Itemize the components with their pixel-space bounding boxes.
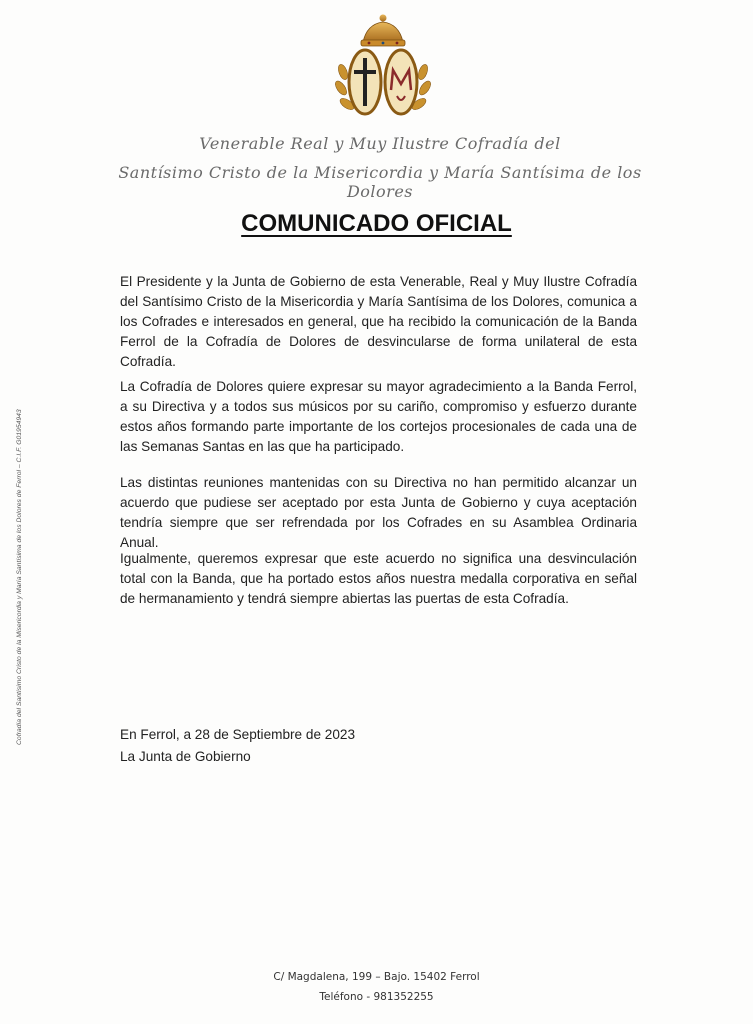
side-note: Cofradía del Santísimo Cristo de la Misericordia y María Santísima de los Dolores de Ferrol – C.I.F. G01954943 xyxy=(16,409,23,745)
paragraph-1: El Presidente y la Junta de Gobierno de esta Venerable, Real y Muy Ilustre Cofradía del Santísimo Cristo de la Misericordia y María Santísima de los Dolores, comunica a los Cofrades e interesados en general, que ha recibido la comunicación de la Banda Ferrol de la Cofradía de Dolores de desvincularse de forma unilateral de esta Cofradía. xyxy=(120,274,637,369)
paragraph-3: Las distintas reuniones mantenidas con su Directiva no han permitido alcanzar un acuerdo que pudiese ser aceptado por esta Junta de Gobierno y cuya aceptación tendría siempre que ser refrendada por los Cofrades en su Asamblea Ordinaria Anual. xyxy=(120,475,637,550)
paragraph-4: Igualmente, queremos expresar que este acuerdo no significa una desvinculación total con la Banda, que ha portado estos años nuestra medalla corporativa en señal de hermanamiento y tendrá siempre abiertas las puertas de esta Cofradía. xyxy=(120,551,637,606)
place-date: En Ferrol, a 28 de Septiembre de 2023 xyxy=(120,727,356,742)
page-title: COMUNICADO OFICIAL xyxy=(241,210,512,237)
marian-monogram-shield-icon xyxy=(385,50,417,114)
footer-address: C/ Magdalena, 199 – Bajo. 15402 Ferrol xyxy=(273,971,480,983)
footer-phone: Teléfono - 981352255 xyxy=(319,991,434,1003)
crown-icon xyxy=(361,15,405,47)
paragraph-2: La Cofradía de Dolores quiere expresar su mayor agradecimiento a la Banda Ferrol, a su Directiva y a todos sus músicos por su cariño, compromiso y esfuerzo durante estos años formando parte importante de los cortejos procesionales de cada una de las Semanas Santas en las que ha participado. xyxy=(120,379,637,454)
cofradia-crest-logo xyxy=(327,12,439,124)
signer: La Junta de Gobierno xyxy=(120,749,251,764)
cofradia-name-line2: Santísimo Cristo de la Misericordia y María Santísima de los Dolores xyxy=(118,163,642,201)
cofradia-name-line1: Venerable Real y Muy Ilustre Cofradía del xyxy=(199,134,561,153)
cross-shield-icon xyxy=(349,50,381,114)
